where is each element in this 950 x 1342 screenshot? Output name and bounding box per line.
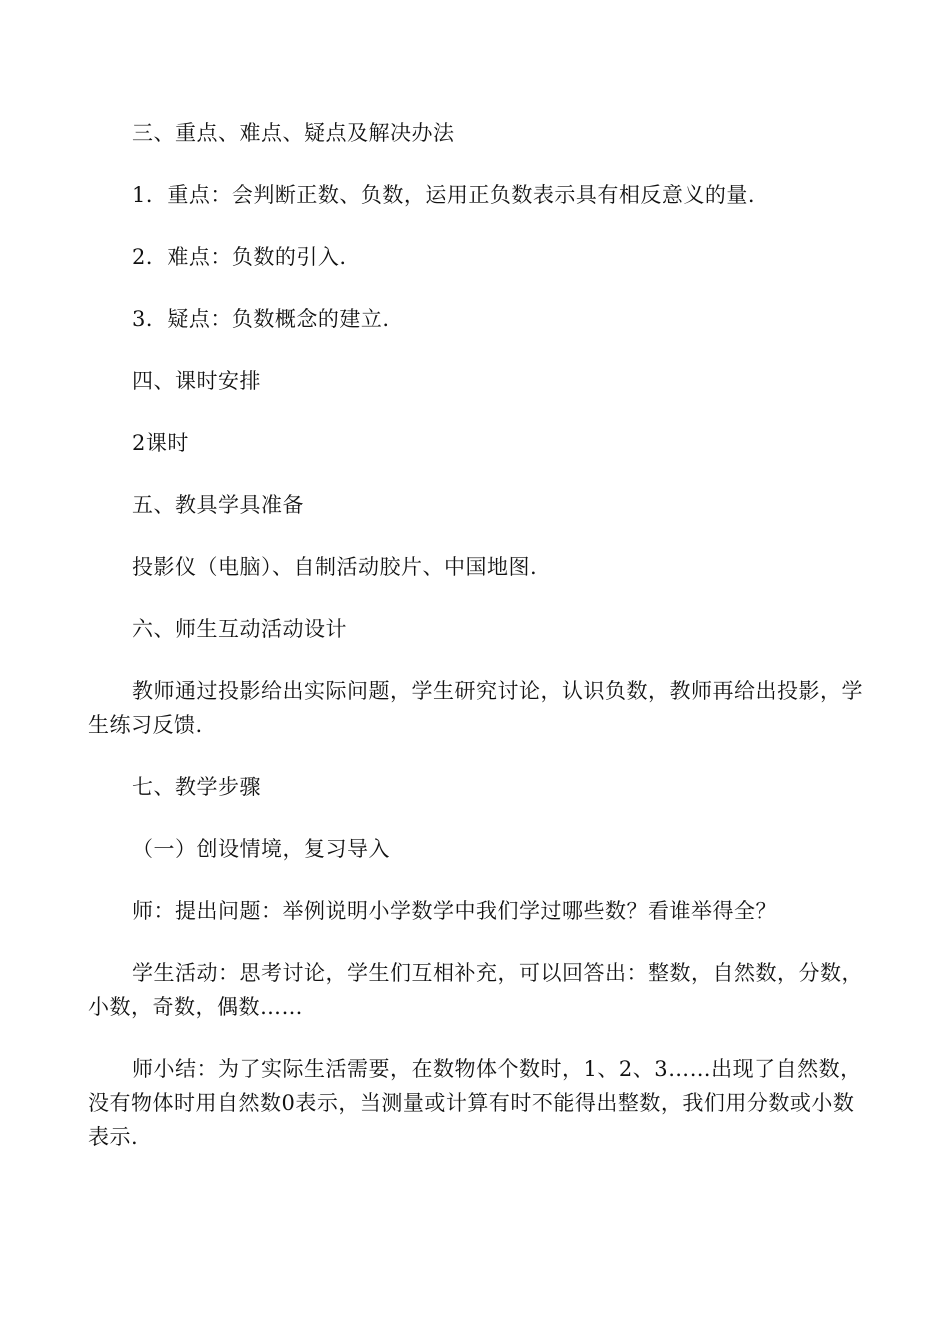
- section-heading-activity-design: 六、师生互动活动设计: [132, 617, 347, 641]
- paragraph-tools: 投影仪（电脑）、自制活动胶片、中国地图.: [132, 555, 538, 579]
- section-heading-teaching-steps: 七、教学步骤: [132, 775, 261, 799]
- paragraph-key-point: 1．重点：会判断正数、负数，运用正负数表示具有相反意义的量.: [132, 183, 756, 207]
- paragraph-doubt: 3．疑点：负数概念的建立.: [132, 307, 390, 331]
- paragraph-schedule: 2课时: [132, 431, 189, 455]
- paragraph-teacher-summary: 师小结：为了实际生活需要，在数物体个数时，1、2、3……出现了自然数，没有物体时用自然数0表示，当测量或计算有时不能得出整数，我们用分数或小数表示.: [88, 1057, 862, 1149]
- section-heading-schedule: 四、课时安排: [132, 369, 261, 393]
- paragraph-activity-design: 教师通过投影给出实际问题，学生研究讨论，认识负数，教师再给出投影，学生练习反馈.: [88, 679, 863, 737]
- paragraph-difficulty: 2．难点：负数的引入.: [132, 245, 347, 269]
- section-heading-key-points: 三、重点、难点、疑点及解决办法: [132, 121, 455, 145]
- subsection-heading-intro: （一）创设情境，复习导入: [132, 837, 390, 861]
- section-heading-tools: 五、教具学具准备: [132, 493, 304, 517]
- paragraph-teacher-question: 师：提出问题：举例说明小学数学中我们学过哪些数？看谁举得全？: [132, 899, 777, 923]
- paragraph-student-activity: 学生活动：思考讨论，学生们互相补充，可以回答出：整数，自然数，分数，小数，奇数，偶数……: [88, 961, 863, 1019]
